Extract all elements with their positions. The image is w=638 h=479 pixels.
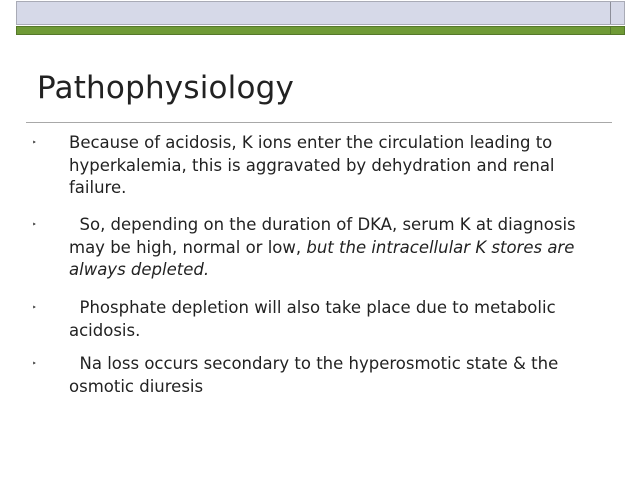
title-divider (26, 122, 612, 123)
accent-band (16, 26, 625, 35)
bullet-text: Because of acidosis, K ions enter the circulation leading to hyperkalemia, this is aggravated by dehydration and renal failure. (69, 133, 555, 197)
header-band-square (610, 2, 624, 24)
bullet-text-normal: So, depending on the duration of DKA, serum K at diagnosis may be high, normal or low, (69, 215, 581, 257)
bullet-arrow-icon: ‣ (32, 138, 37, 147)
bullet-arrow-icon: ‣ (32, 359, 37, 368)
bullet-text: Phosphate depletion will also take place due to metabolic acidosis. (69, 298, 561, 340)
bullet-text: Na loss occurs secondary to the hyperosmotic state & the osmotic diuresis (69, 354, 564, 396)
bullet-arrow-icon: ‣ (32, 220, 37, 229)
accent-band-square (610, 27, 624, 34)
bullet-text-italic: but the intracellular K stores are always depleted. (69, 237, 575, 279)
bullet-arrow-icon: ‣ (32, 303, 37, 312)
header-band (16, 1, 625, 25)
slide-title: Pathophysiology (37, 70, 295, 106)
bullet-text (69, 214, 605, 282)
